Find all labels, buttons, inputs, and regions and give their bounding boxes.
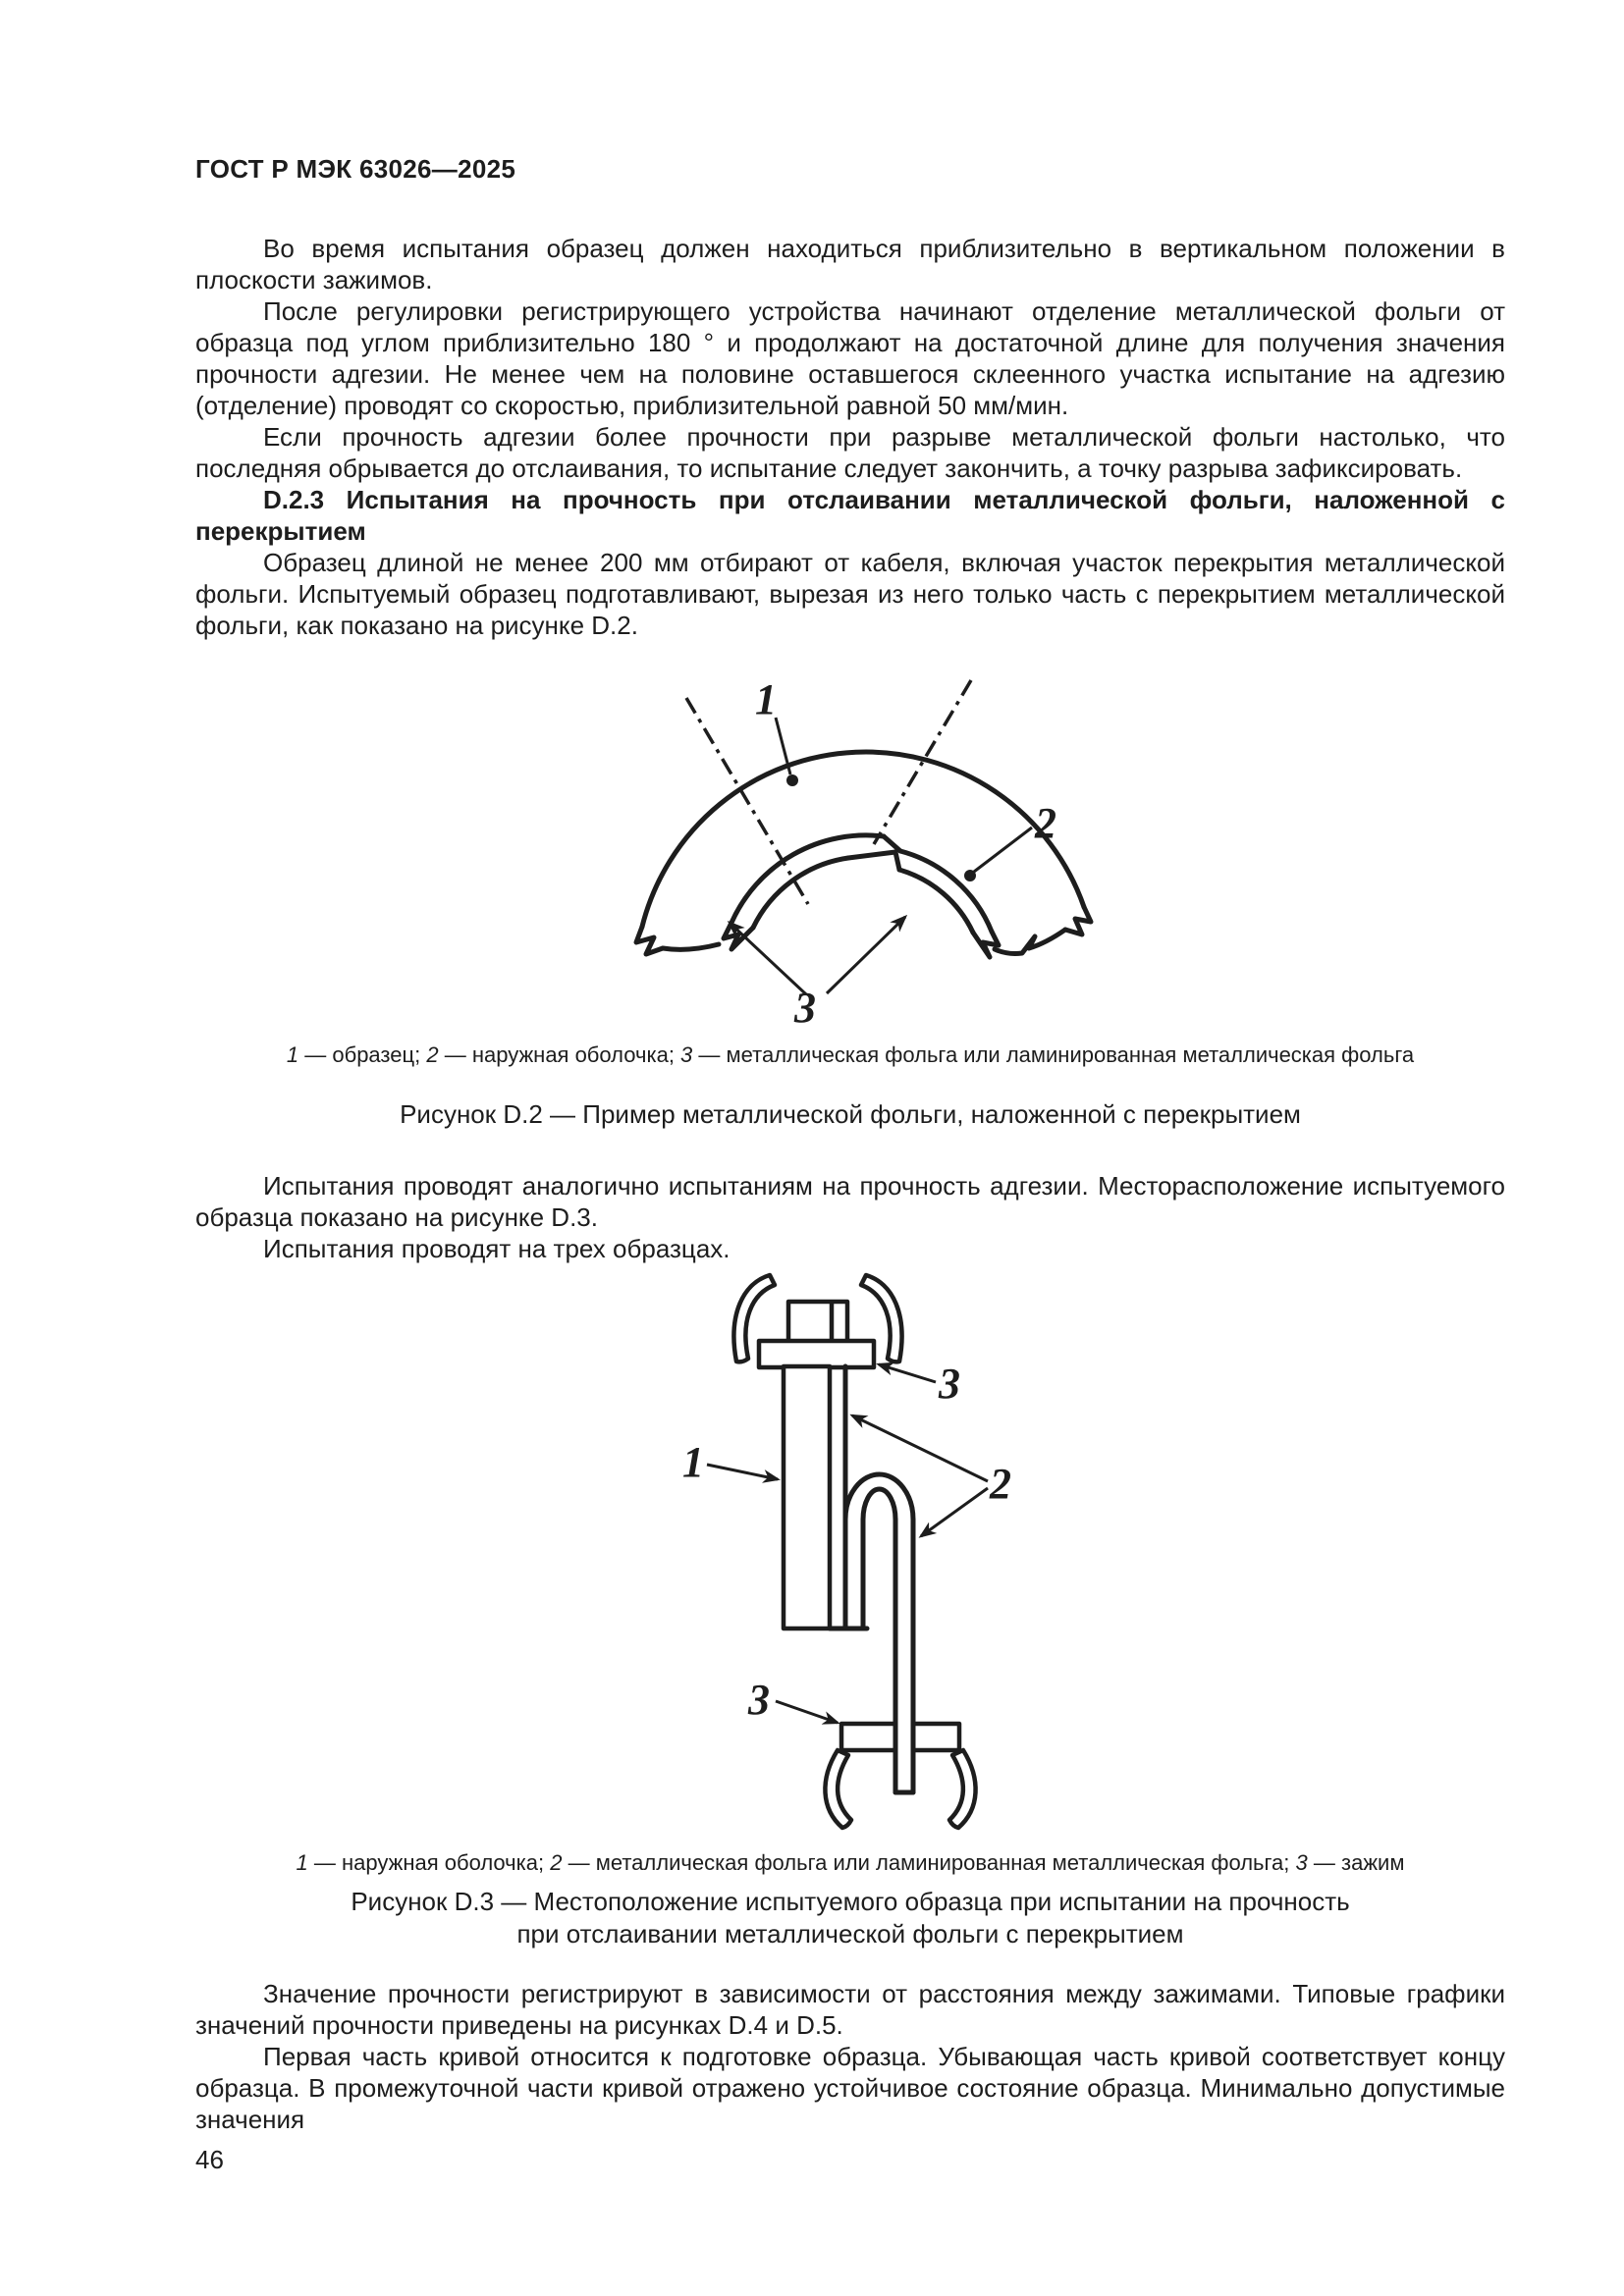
test-specimen bbox=[784, 1366, 867, 1629]
figure-d3-legend bbox=[195, 1849, 1505, 1876]
legend-dash: — bbox=[438, 1042, 472, 1067]
top-clamp bbox=[733, 1275, 901, 1367]
caption-line: при отслаивании металлической фольги с перекрытием bbox=[516, 1919, 1184, 1949]
paragraph: Значение прочности регистрируют в зависимости от расстояния между зажимами. Типовые графики значений прочности приведены на рисунках D.4 и D.5. bbox=[195, 1979, 1505, 2040]
legend-dash: — bbox=[298, 1042, 333, 1067]
cable-sheath-outline bbox=[636, 752, 1091, 954]
legend-dash: — bbox=[307, 1850, 343, 1875]
legend-number: 1 bbox=[296, 1850, 308, 1875]
section-dash-dot-lines bbox=[686, 680, 971, 904]
paragraph: Образец длиной не менее 200 мм отбирают от кабеля, включая участок перекрытия металлической фольги. Испытуемый образец подготавливают, вырезая из него только часть с перекрытием металлической фольги, как показано на рисунке D.2. bbox=[195, 548, 1505, 640]
figure-label-3-bottom: 3 bbox=[748, 1676, 770, 1724]
page-content bbox=[195, 153, 1505, 2172]
legend-number: 2 bbox=[426, 1042, 439, 1067]
paragraph: Испытания проводят аналогично испытаниям на прочность адгезии. Месторасположение испытуемого образца показано на рисунке D.3. bbox=[195, 1171, 1505, 1232]
page-number: 46 bbox=[195, 2145, 224, 2174]
overlapped-foil-band bbox=[724, 835, 999, 957]
figure-label-1: 1 bbox=[682, 1438, 704, 1486]
figure-label-1: 1 bbox=[755, 675, 777, 723]
figure-label-3-top: 3 bbox=[939, 1360, 960, 1408]
legend-number: 2 bbox=[550, 1850, 563, 1875]
paragraph: Первая часть кривой относится к подготовке образца. Убывающая часть кривой соответствует концу образца. В промежуточной части кривой отражено устойчивое состояние образца. Минимально допустимые значения bbox=[195, 2042, 1505, 2134]
paragraph: После регулировки регистрирующего устройства начинают отделение металлической фольги от образца под углом приблизительно 180 ° и продолжают на достаточной длине для получения значения прочности адгезии. Не менее чем на половине оставшегося склеенного участка испытание на адгезию (отделение) проводят со скоростью, приблизительной равной 50 мм/мин. bbox=[195, 296, 1505, 420]
paragraph: Во время испытания образец должен находиться приблизительно в вертикальном положении в плоскости зажимов. bbox=[195, 234, 1505, 294]
section-heading-d23: D.2.3 Испытания на прочность при отслаивании металлической фольги, наложенной с перекрытием bbox=[195, 485, 1505, 546]
legend-separator: ; bbox=[538, 1850, 551, 1875]
legend-dash: — bbox=[1307, 1850, 1342, 1875]
legend-number: 1 bbox=[286, 1042, 299, 1067]
legend-dash: — bbox=[692, 1042, 727, 1067]
legend-text: образец bbox=[332, 1042, 415, 1067]
figure-label-2: 2 bbox=[990, 1460, 1011, 1508]
paragraph: Испытания проводят на трех образцах. bbox=[263, 1234, 731, 1263]
legend-text: металлическая фольга или ламинированная металлическая фольга bbox=[595, 1850, 1284, 1875]
legend-text: наружная оболочка bbox=[342, 1850, 538, 1875]
legend-number: 3 bbox=[680, 1042, 693, 1067]
legend-dash: — bbox=[562, 1850, 596, 1875]
figure-label-2: 2 bbox=[1035, 799, 1056, 847]
legend-text: металлическая фольга или ламинированная металлическая фольга bbox=[726, 1042, 1415, 1067]
figure-d2-caption: Рисунок D.2 — Пример металлической фольги, наложенной с перекрытием bbox=[400, 1099, 1301, 1129]
legend-number: 3 bbox=[1295, 1850, 1308, 1875]
caption-line: Рисунок D.3 — Местоположение испытуемого образца при испытании на прочность bbox=[351, 1887, 1350, 1916]
document-header: ГОСТ Р МЭК 63026—2025 bbox=[195, 154, 516, 184]
figure-label-3: 3 bbox=[794, 984, 816, 1032]
legend-separator: ; bbox=[668, 1042, 681, 1067]
legend-separator: ; bbox=[414, 1042, 427, 1067]
legend-text: наружная оболочка bbox=[471, 1042, 669, 1067]
figure-d3-drawing bbox=[638, 1272, 1051, 1842]
figure-d3-caption bbox=[195, 1886, 1505, 1950]
legend-separator: ; bbox=[1283, 1850, 1296, 1875]
paragraph: Если прочность адгезии более прочности при разрыве металлической фольги настолько, что последняя обрывается до отслаивания, то испытание следует закончить, а точку разрыва зафиксировать. bbox=[195, 422, 1505, 483]
legend-text: зажим bbox=[1341, 1850, 1405, 1875]
figure-d2-drawing bbox=[588, 659, 1138, 1032]
figure-d2-legend bbox=[195, 1041, 1505, 1068]
